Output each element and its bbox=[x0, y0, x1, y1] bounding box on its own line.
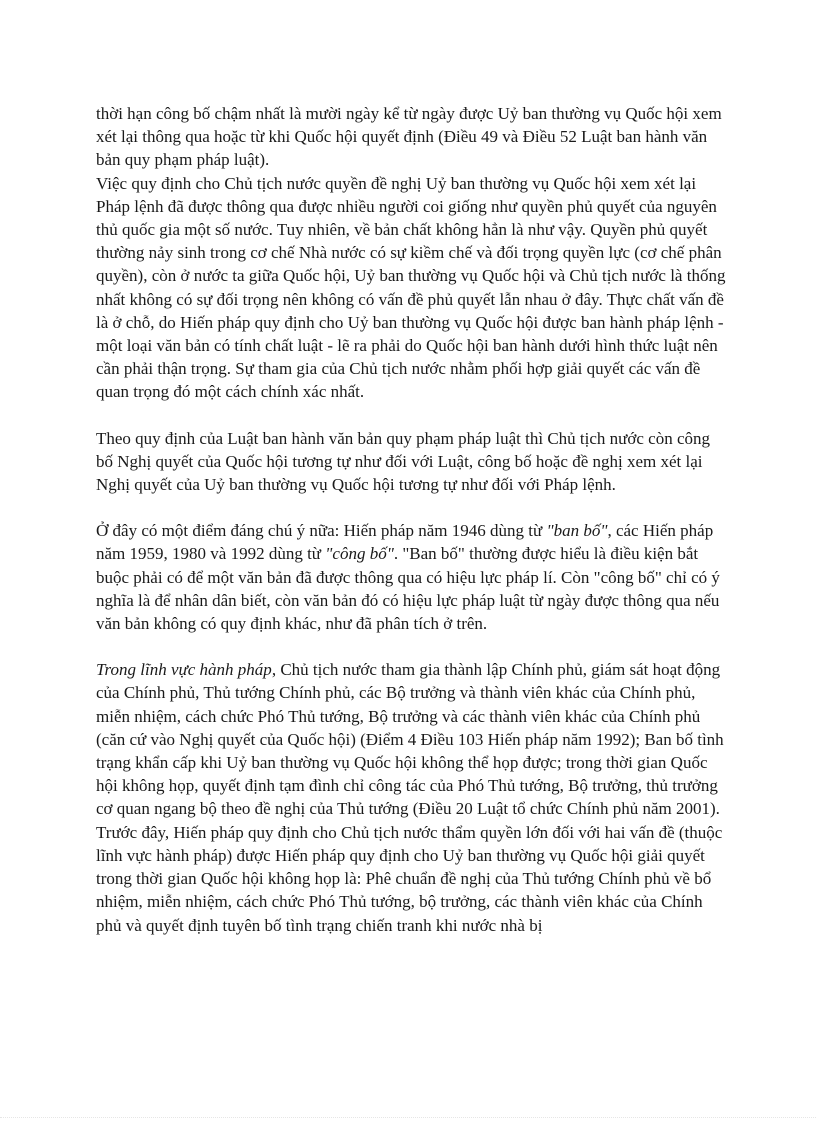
paragraph-spacer bbox=[96, 635, 726, 658]
document-page bbox=[96, 102, 726, 937]
paragraph-spacer bbox=[96, 404, 726, 427]
section-lead-executive: Trong lĩnh vực hành pháp bbox=[96, 660, 272, 680]
paragraph-1: thời hạn công bố chậm nhất là mười ngày kể từ ngày được Uỷ ban thường vụ Quốc hội xem xét lại thông qua hoặc từ khi Quốc hội quyết định (Điều 49 và Điều 52 Luật ban hành văn bản quy phạm pháp luật). bbox=[96, 104, 722, 170]
paragraph-4 bbox=[96, 519, 726, 635]
paragraph-4-text: , các Hiến pháp năm 1959, 1980 và 1992 dùng từ bbox=[96, 521, 714, 564]
page-bottom-divider bbox=[0, 1117, 816, 1118]
paragraph-4-text: . "Ban bố" thường được hiểu là điều kiện bắt buộc phải có để một văn bản đã được thông qua có hiệu lực pháp lí. Còn "công bố" chỉ có ý nghĩa là để nhân dân biết, còn văn bản đó có hiệu lực pháp luật từ ngày được thông qua nếu văn bản không có quy định khác, như đã phân tích ở trên. bbox=[96, 544, 720, 634]
paragraph-4-text: Ở đây có một điểm đáng chú ý nữa: Hiến pháp năm 1946 dùng từ bbox=[96, 521, 547, 541]
paragraph-spacer bbox=[96, 496, 726, 519]
paragraph-2: Việc quy định cho Chủ tịch nước quyền đề nghị Uỷ ban thường vụ Quốc hội xem xét lại Pháp lệnh đã được thông qua được nhiều người coi giống như quyền phủ quyết của nguyên thủ quốc gia một số nước. Tuy nhiên, về bản chất không hẳn là như vậy. Quyền phủ quyết thường nảy sinh trong cơ chế Nhà nước có sự kiềm chế và đối trọng quyền lực (cơ chế phân quyền), còn ở nước ta giữa Quốc hội, Uỷ ban thường vụ Quốc hội và Chủ tịch nước là thống nhất không có sự đối trọng nên không có vấn đề phủ quyết lẫn nhau ở đây. Thực chất vấn đề là ở chỗ, do Hiến pháp quy định cho Uỷ ban thường vụ Quốc hội được ban hành pháp lệnh - một loại văn bản có tính chất luật - lẽ ra phải do Quốc hội ban hành dưới hình thức luật nên cần phải thận trọng. Sự tham gia của Chủ tịch nước nhằm phối hợp giải quyết các vấn đề quan trọng đó một cách chính xác nhất. bbox=[96, 173, 726, 402]
paragraph-5-text: , Chủ tịch nước tham gia thành lập Chính phủ, giám sát hoạt động của Chính phủ, Thủ tướng Chính phủ, các Bộ trưởng và thành viên khác của Chính phủ, miễn nhiệm, cách chức Phó Thủ tướng, Bộ trưởng và các thành viên khác của Chính phủ (căn cứ vào Nghị quyết của Quốc hội) (Điểm 4 Điều 103 Hiến pháp năm 1992); Ban bố tình trạng khẩn cấp khi Uỷ ban thường vụ Quốc hội không thể họp được; trong thời gian Quốc hội không họp, quyết định tạm đình chỉ công tác của Phó Thủ tướng, Bộ trưởng, thủ trưởng cơ quan ngang bộ theo đề nghị của Thủ tướng (Điều 20 Luật tổ chức Chính phủ năm 2001). Trước đây, Hiến pháp quy định cho Chủ tịch nước thẩm quyền lớn đối với hai vấn đề (thuộc lĩnh vực hành pháp) được Hiến pháp quy định cho Uỷ ban thường vụ Quốc hội giải quyết trong thời gian Quốc hội không họp là: Phê chuẩn đề nghị của Thủ tướng Chính phủ về bổ nhiệm, miễn nhiệm, cách chức Phó Thủ tướng, bộ trưởng, các thành viên khác của Chính phủ và quyết định tuyên bố tình trạng chiến tranh khi nước nhà bị bbox=[96, 660, 724, 935]
term-ban-bo: "ban bố" bbox=[546, 521, 608, 541]
paragraph-5 bbox=[96, 658, 726, 936]
term-cong-bo: "công bố" bbox=[325, 544, 394, 564]
paragraph-3: Theo quy định của Luật ban hành văn bản quy phạm pháp luật thì Chủ tịch nước còn công bố Nghị quyết của Quốc hội tương tự như đối với Luật, công bố hoặc đề nghị xem xét lại Nghị quyết của Uỷ ban thường vụ Quốc hội tương tự như đối với Pháp lệnh. bbox=[96, 428, 711, 495]
